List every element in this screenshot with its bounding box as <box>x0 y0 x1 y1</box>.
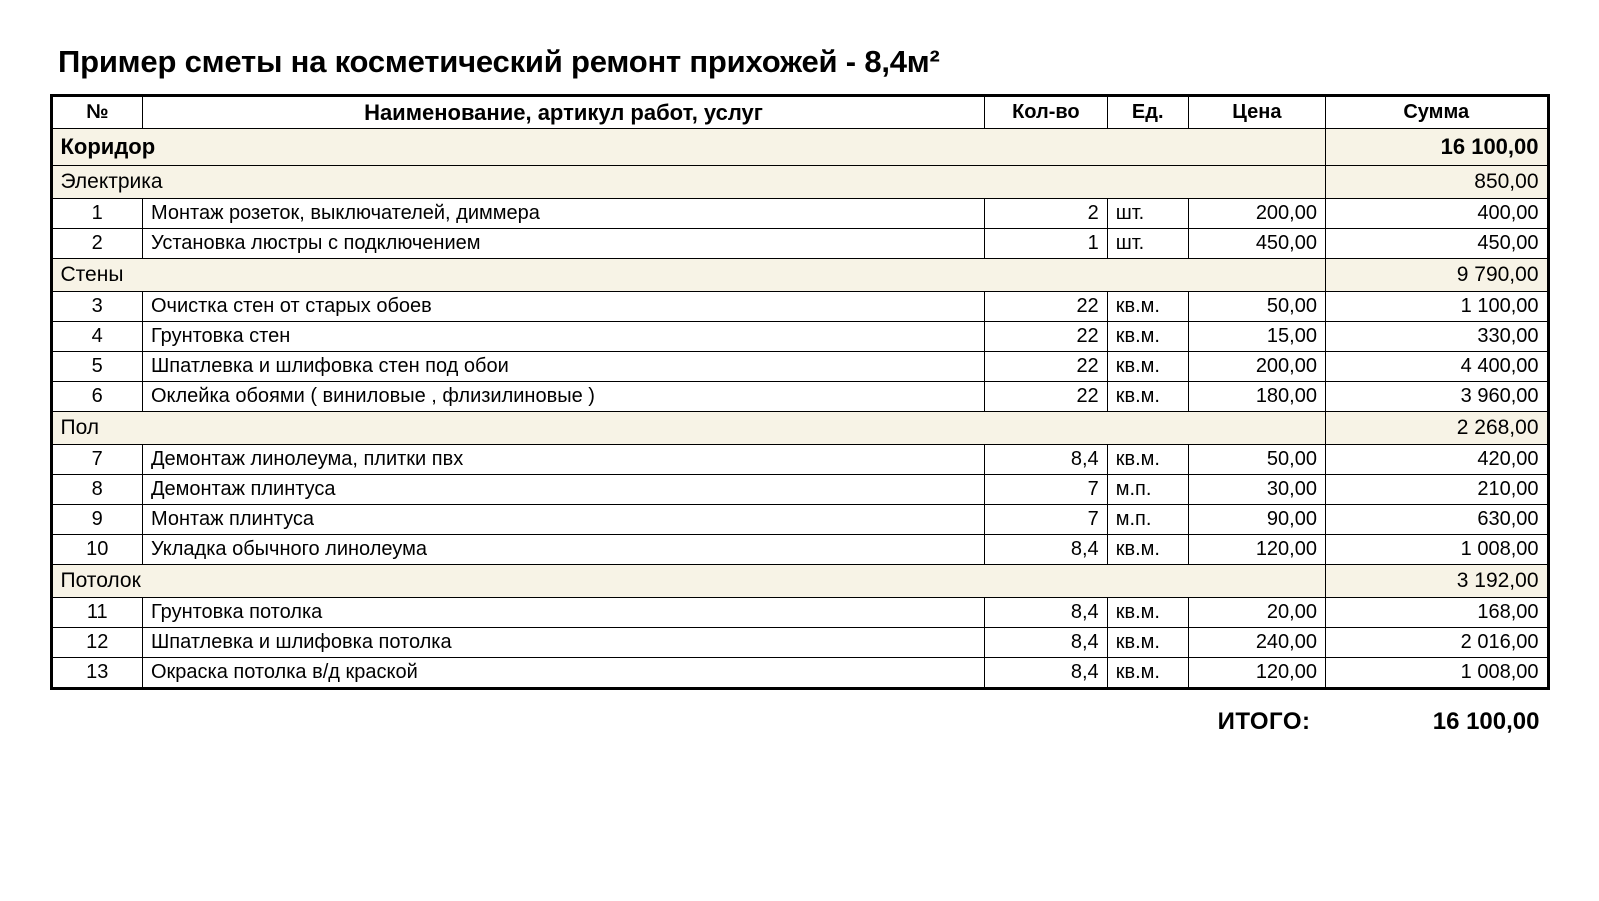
cell-unit: м.п. <box>1107 475 1188 505</box>
table-row <box>51 658 1548 689</box>
cell-number: 4 <box>51 321 142 351</box>
cell-sum: 2 016,00 <box>1325 628 1548 658</box>
table-row <box>51 445 1548 475</box>
cell-quantity: 22 <box>985 381 1108 411</box>
group-name: Коридор <box>51 129 1325 165</box>
cell-sum: 1 100,00 <box>1325 291 1548 321</box>
cell-name: Установка люстры с подключением <box>142 228 984 258</box>
cell-name: Грунтовка потолка <box>142 598 984 628</box>
cell-unit: кв.м. <box>1107 381 1188 411</box>
cell-name: Монтаж розеток, выключателей, диммера <box>142 198 984 228</box>
cell-unit: м.п. <box>1107 505 1188 535</box>
column-header-sum: Сумма <box>1325 96 1548 129</box>
subgroup-name: Стены <box>51 258 1325 291</box>
cell-unit: кв.м. <box>1107 658 1188 689</box>
cell-number: 11 <box>51 598 142 628</box>
cell-quantity: 8,4 <box>985 445 1108 475</box>
cell-unit: кв.м. <box>1107 628 1188 658</box>
cell-number: 10 <box>51 535 142 565</box>
cell-unit: кв.м. <box>1107 598 1188 628</box>
cell-unit: шт. <box>1107 198 1188 228</box>
cell-price: 240,00 <box>1188 628 1325 658</box>
cell-price: 200,00 <box>1188 351 1325 381</box>
cell-price: 120,00 <box>1188 658 1325 689</box>
table-header-row <box>51 96 1548 129</box>
subgroup-name: Электрика <box>51 165 1325 198</box>
cell-price: 200,00 <box>1188 198 1325 228</box>
cell-sum: 630,00 <box>1325 505 1548 535</box>
total-line <box>50 708 1550 736</box>
cell-number: 2 <box>51 228 142 258</box>
table-row <box>51 198 1548 228</box>
cell-quantity: 1 <box>985 228 1108 258</box>
page-title: Пример сметы на косметический ремонт прихожей - 8,4м² <box>58 44 940 79</box>
cell-quantity: 7 <box>985 475 1108 505</box>
cell-quantity: 22 <box>985 321 1108 351</box>
table-row <box>51 598 1548 628</box>
table-group-row <box>51 129 1548 165</box>
estimate-table <box>50 94 1550 690</box>
cell-unit: шт. <box>1107 228 1188 258</box>
cell-unit: кв.м. <box>1107 351 1188 381</box>
cell-price: 50,00 <box>1188 291 1325 321</box>
cell-price: 15,00 <box>1188 321 1325 351</box>
cell-price: 30,00 <box>1188 475 1325 505</box>
table-body <box>51 129 1548 689</box>
cell-sum: 168,00 <box>1325 598 1548 628</box>
cell-sum: 3 960,00 <box>1325 381 1548 411</box>
cell-sum: 1 008,00 <box>1325 658 1548 689</box>
subgroup-sum: 3 192,00 <box>1325 565 1548 598</box>
table-row <box>51 535 1548 565</box>
cell-quantity: 2 <box>985 198 1108 228</box>
table-row <box>51 505 1548 535</box>
cell-quantity: 8,4 <box>985 658 1108 689</box>
cell-unit: кв.м. <box>1107 291 1188 321</box>
cell-price: 180,00 <box>1188 381 1325 411</box>
table-subgroup-row <box>51 565 1548 598</box>
cell-number: 9 <box>51 505 142 535</box>
cell-number: 6 <box>51 381 142 411</box>
table-row <box>51 381 1548 411</box>
subgroup-sum: 2 268,00 <box>1325 411 1548 444</box>
cell-name: Очистка стен от старых обоев <box>142 291 984 321</box>
cell-sum: 450,00 <box>1325 228 1548 258</box>
table-row <box>51 351 1548 381</box>
cell-price: 50,00 <box>1188 445 1325 475</box>
cell-name: Шпатлевка и шлифовка стен под обои <box>142 351 984 381</box>
cell-sum: 1 008,00 <box>1325 535 1548 565</box>
cell-unit: кв.м. <box>1107 445 1188 475</box>
total-label: ИТОГО: <box>1217 708 1311 736</box>
cell-price: 20,00 <box>1188 598 1325 628</box>
table-row <box>51 321 1548 351</box>
subgroup-sum: 850,00 <box>1325 165 1548 198</box>
cell-quantity: 22 <box>985 291 1108 321</box>
cell-number: 1 <box>51 198 142 228</box>
subgroup-name: Потолок <box>51 565 1325 598</box>
table-subgroup-row <box>51 165 1548 198</box>
cell-sum: 210,00 <box>1325 475 1548 505</box>
cell-price: 120,00 <box>1188 535 1325 565</box>
cell-name: Оклейка обоями ( виниловые , флизилиновые ) <box>142 381 984 411</box>
cell-number: 8 <box>51 475 142 505</box>
column-header-unit: Ед. <box>1107 96 1188 129</box>
cell-quantity: 22 <box>985 351 1108 381</box>
cell-number: 12 <box>51 628 142 658</box>
group-sum: 16 100,00 <box>1325 129 1548 165</box>
total-value: 16 100,00 <box>1432 708 1540 736</box>
cell-quantity: 7 <box>985 505 1108 535</box>
table-row <box>51 628 1548 658</box>
table-header <box>51 96 1548 129</box>
column-header-price: Цена <box>1188 96 1325 129</box>
cell-sum: 4 400,00 <box>1325 351 1548 381</box>
cell-price: 450,00 <box>1188 228 1325 258</box>
subgroup-sum: 9 790,00 <box>1325 258 1548 291</box>
cell-quantity: 8,4 <box>985 628 1108 658</box>
subgroup-name: Пол <box>51 411 1325 444</box>
cell-sum: 330,00 <box>1325 321 1548 351</box>
cell-price: 90,00 <box>1188 505 1325 535</box>
table-row <box>51 475 1548 505</box>
cell-number: 3 <box>51 291 142 321</box>
table-subgroup-row <box>51 258 1548 291</box>
cell-sum: 400,00 <box>1325 198 1548 228</box>
cell-number: 13 <box>51 658 142 689</box>
table-row <box>51 228 1548 258</box>
column-header-name: Наименование, артикул работ, услуг <box>142 96 984 129</box>
cell-name: Монтаж плинтуса <box>142 505 984 535</box>
cell-name: Укладка обычного линолеума <box>142 535 984 565</box>
cell-name: Грунтовка стен <box>142 321 984 351</box>
cell-quantity: 8,4 <box>985 535 1108 565</box>
cell-name: Демонтаж линолеума, плитки пвх <box>142 445 984 475</box>
cell-name: Шпатлевка и шлифовка потолка <box>142 628 984 658</box>
cell-sum: 420,00 <box>1325 445 1548 475</box>
cell-number: 7 <box>51 445 142 475</box>
column-header-number: № <box>51 96 142 129</box>
table-subgroup-row <box>51 411 1548 444</box>
cell-number: 5 <box>51 351 142 381</box>
cell-name: Демонтаж плинтуса <box>142 475 984 505</box>
table-row <box>51 291 1548 321</box>
column-header-quantity: Кол-во <box>985 96 1108 129</box>
cell-quantity: 8,4 <box>985 598 1108 628</box>
cell-unit: кв.м. <box>1107 535 1188 565</box>
cell-name: Окраска потолка в/д краской <box>142 658 984 689</box>
cell-unit: кв.м. <box>1107 321 1188 351</box>
